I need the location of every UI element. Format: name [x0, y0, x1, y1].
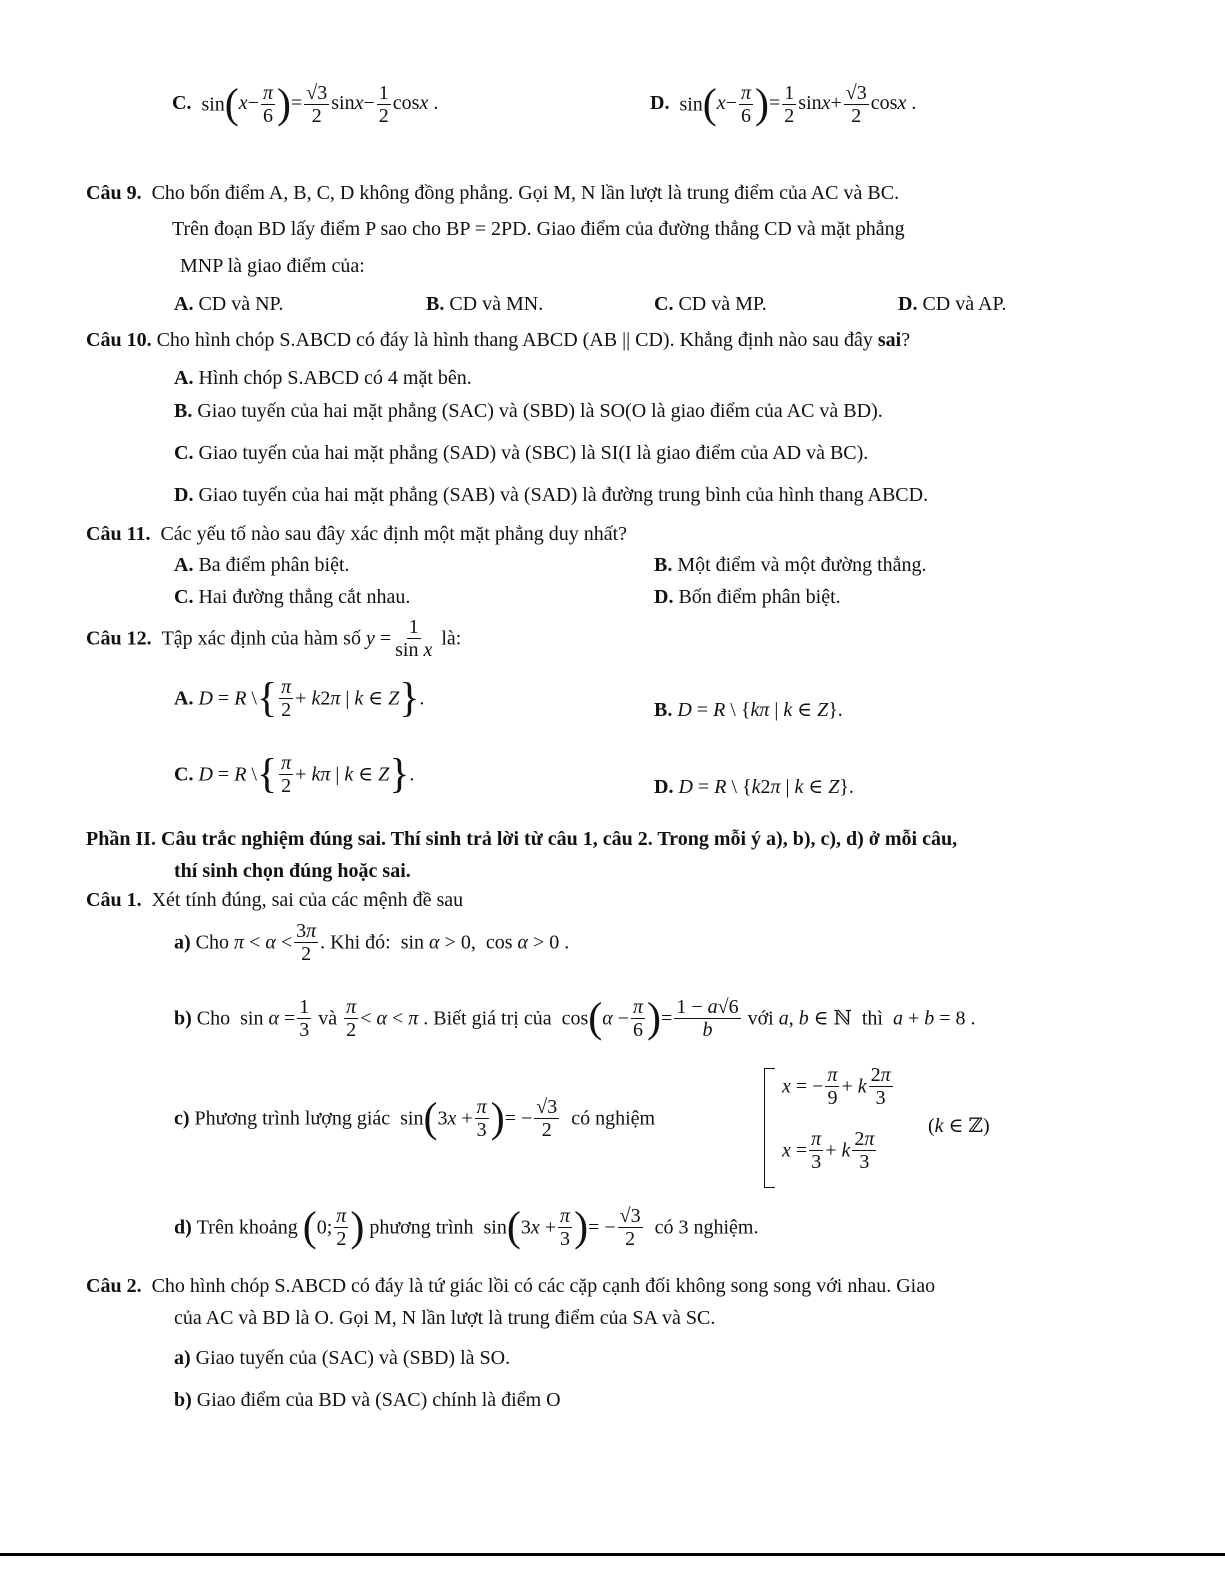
p2q1-b-label: b)	[174, 1007, 192, 1030]
q9-option-b-text: CD và MN.	[449, 293, 544, 315]
p2q2-line2	[174, 1306, 715, 1330]
q12-label: Câu 12.	[86, 627, 152, 650]
q11-option-c	[174, 585, 410, 609]
p2q2-line1	[86, 1274, 935, 1298]
q10-label: Câu 10.	[86, 329, 152, 351]
q12-option-d: D. D = R \ {k2π | k ∈ Z}.	[654, 776, 854, 798]
q11-stem	[86, 522, 627, 546]
p2q2-item-b	[174, 1388, 561, 1412]
q9-option-d	[898, 292, 1006, 316]
q11-option-c-text: Hai đường thẳng cắt nhau.	[198, 586, 411, 608]
p2q1-item-c: c) Phương trình lượng giác sin(3x + $\frac{\pi}{3}$ )= − $\frac{√3}{2}$ có nghiệm	[174, 1095, 656, 1142]
p2q2-a-label: a)	[174, 1347, 191, 1369]
q11-stem-text: Các yếu tố nào sau đây xác định một mặt phẳng duy nhất?	[160, 523, 628, 545]
q9-option-a	[174, 292, 283, 316]
q11-option-d-label: D.	[654, 586, 674, 608]
p2q1-item-d: d) Trên khoảng (0; $\frac{\pi}{2}$ ) phương trình sin(3x + $\frac{\pi}{3}$ )= − $\frac{√3}{2}$ có 3 nghiệm.	[174, 1204, 759, 1251]
q10-option-b-label: B.	[174, 400, 193, 422]
p2q1-c-solution-2: x = $\frac{\pi}{3}$ + k $\frac{2\pi}{3}$	[782, 1128, 875, 1173]
q12-option-d-label: D.	[654, 776, 674, 798]
q10-option-d-text: Giao tuyến của hai mặt phẳng (SAB) và (SAD) là đường trung bình của hình thang ABCD.	[198, 484, 929, 506]
q12-option-b: B. D = R \ {kπ | k ∈ Z}.	[654, 699, 843, 721]
q11-option-a	[174, 553, 350, 577]
page-bottom-border	[0, 1553, 1225, 1556]
p2q2-item-a	[174, 1346, 510, 1370]
q8-option-d-label: D.	[650, 92, 670, 115]
q10-stem-bold: sai	[877, 329, 902, 351]
q12-option-b-label: B.	[654, 699, 673, 721]
p2q1-c-solution-1: x = − $\frac{\pi}{9}$ + k $\frac{2\pi}{3}$	[782, 1064, 891, 1109]
q11-option-b-text: Một điểm và một đường thẳng.	[677, 554, 927, 576]
p2q2-line1-text: Cho hình chóp S.ABCD có đáy là tứ giác lồi có các cặp cạnh đối không song song với nhau. Giao	[151, 1275, 936, 1297]
p2q2-line2-text: của AC và BD là O. Gọi M, N lần lượt là trung điểm của SA và SC.	[174, 1307, 716, 1329]
q10-option-c-text: Giao tuyến của hai mặt phẳng (SAD) và (SBC) là SI(I là giao điểm của AD và BC).	[198, 442, 869, 464]
p2q2-label: Câu 2.	[86, 1275, 142, 1297]
q9-line3	[180, 254, 365, 278]
q9-line1	[86, 181, 899, 205]
q9-option-c	[654, 292, 767, 316]
q12-option-a: A. D = R \{ $\frac{\pi}{2}$ + k2π | k ∈ Z}.	[174, 675, 425, 722]
q9-option-b	[426, 292, 543, 316]
q10-option-c-label: C.	[174, 442, 194, 464]
p2q1-stem-text: Xét tính đúng, sai của các mệnh đề sau	[151, 889, 464, 911]
p2q1-item-b: b) Cho sin α = $\frac{1}{3}$ và $\frac{\pi}{2}$ < α < π . Biết giá trị của cos(α − $\frac{\pi}{6}$ )= $\frac{1 - a√6}{b}$ với a, b ∈ ℕ thì a + b = 8 .	[174, 995, 976, 1042]
q9-option-a-text: CD và NP.	[198, 293, 284, 315]
q10-option-b-text: Giao tuyến của hai mặt phẳng (SAC) và (SBD) là SO(O là giao điểm của AC và BD).	[197, 400, 883, 422]
q11-option-a-text: Ba điểm phân biệt.	[198, 554, 350, 576]
q11-option-b	[654, 553, 927, 577]
p2q1-label: Câu 1.	[86, 889, 142, 911]
q10-stem-end: ?	[901, 329, 911, 351]
q11-option-c-label: C.	[174, 586, 194, 608]
q9-option-a-label: A.	[174, 293, 194, 315]
q8-option-c-label: C.	[172, 92, 192, 115]
q9-line1-text: Cho bốn điểm A, B, C, D không đồng phẳng. Gọi M, N lần lượt là trung điểm của AC và BC.	[151, 182, 900, 204]
q10-option-a	[174, 366, 472, 390]
q9-option-c-text: CD và MP.	[678, 293, 767, 315]
q11-label: Câu 11.	[86, 523, 151, 545]
q11-option-d-text: Bốn điểm phân biệt.	[678, 586, 841, 608]
q11-option-d	[654, 585, 841, 609]
p2q1-stem	[86, 888, 463, 912]
q12-option-c: C. D = R \{ $\frac{\pi}{2}$ + kπ | k ∈ Z}.	[174, 751, 415, 798]
q10-option-a-text: Hình chóp S.ABCD có 4 mặt bên.	[198, 367, 472, 389]
q10-option-a-label: A.	[174, 367, 194, 389]
p2q2-a-text: Giao tuyến của (SAC) và (SBD) là SO.	[195, 1347, 511, 1369]
q10-stem	[86, 328, 910, 352]
q8-option-c: C. sin(x− $\frac{\pi}{6}$ )= $\frac{√3}{2}$ sinx− $\frac{1}{2}$ cosx .	[172, 81, 439, 128]
q9-line2-text: Trên đoạn BD lấy điểm P sao cho BP = 2PD. Giao điểm của đường thẳng CD và mặt phẳng	[172, 218, 905, 240]
p2q1-item-a: a) Cho π < α < $\frac{3\pi}{2}$ . Khi đó: sin α > 0, cos α > 0 .	[174, 920, 570, 965]
p2q1-a-label: a)	[174, 931, 191, 954]
bracket-left	[764, 1068, 775, 1188]
q10-stem-text: Cho hình chóp S.ABCD có đáy là hình thang ABCD (AB || CD). Khẳng định nào sau đây	[156, 329, 873, 351]
q11-option-a-label: A.	[174, 554, 194, 576]
q8-option-d: D. sin(x− $\frac{\pi}{6}$ )= $\frac{1}{2}$ sinx+ $\frac{√3}{2}$ cosx .	[650, 81, 917, 128]
p2q2-b-text: Giao điểm của BD và (SAC) chính là điểm O	[196, 1389, 561, 1411]
q9-line3-text: MNP là giao điểm của:	[180, 255, 365, 277]
q9-label: Câu 9.	[86, 182, 142, 204]
q9-option-b-label: B.	[426, 293, 445, 315]
q10-option-d-label: D.	[174, 484, 194, 506]
p2q1-c-k-domain: (k ∈ ℤ)	[928, 1115, 990, 1137]
q11-option-b-label: B.	[654, 554, 673, 576]
q10-option-c	[174, 441, 868, 465]
q9-option-d-text: CD và AP.	[922, 293, 1007, 315]
q9-option-c-label: C.	[654, 293, 674, 315]
q10-option-d	[174, 483, 928, 507]
p2q2-b-label: b)	[174, 1389, 192, 1411]
q12-option-a-label: A.	[174, 687, 194, 710]
q10-option-b	[174, 399, 883, 423]
q12-option-c-label: C.	[174, 763, 194, 786]
part2-heading-line2: thí sinh chọn đúng hoặc sai.	[174, 860, 411, 882]
p2q1-d-label: d)	[174, 1216, 192, 1239]
p2q1-c-solution-system	[764, 1064, 1004, 1190]
q9-option-d-label: D.	[898, 293, 918, 315]
part2-heading-line1: Phần II. Câu trắc nghiệm đúng sai. Thí sinh trả lời từ câu 1, câu 2. Trong mỗi ý a), b), c), d) ở mỗi câu,	[86, 828, 958, 850]
q9-line2	[172, 217, 905, 241]
q12-stem: Câu 12. Tập xác định của hàm số y = $\frac{1}{\text{sin x}}$ là:	[86, 616, 462, 661]
p2q1-c-label: c)	[174, 1107, 190, 1130]
